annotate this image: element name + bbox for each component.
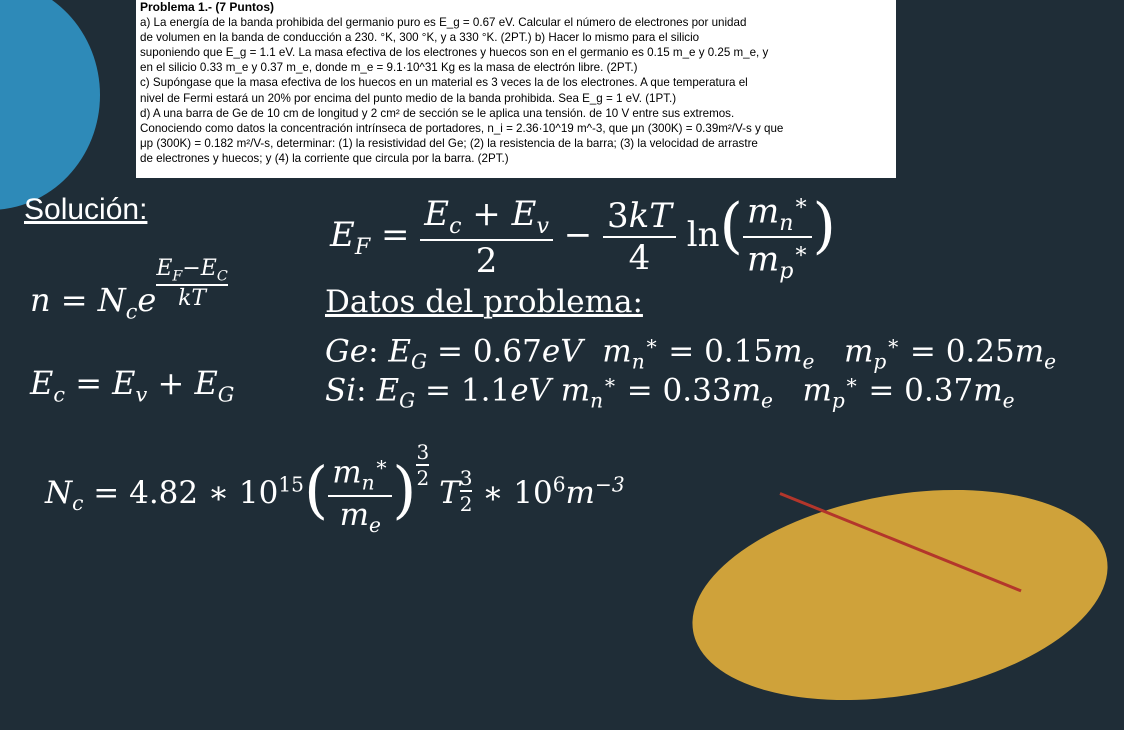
problem-line-6: nivel de Fermi estará un 20% por encima del punto medio de la banda prohibida. Sea E_g = 1 eV. (1PT.) — [140, 91, 677, 105]
problem-line-8: Conociendo como datos la concentración intrínseca de portadores, n_i = 2.36·10^19 m^-3, que μn (300K) = 0.39m²/V-s y que — [140, 121, 784, 135]
problem-line-10: de electrones y huecos; y (4) la corriente que circula por la barra. (2PT.) — [140, 151, 509, 165]
decor-yellow-blob — [676, 460, 1124, 730]
problem-statement — [136, 0, 896, 178]
problem-line-5: c) Supóngase que la masa efectiva de los huecos en un material es 3 veces la de los electrones. A que temperatura el — [140, 76, 748, 90]
problem-line-9: μp (300K) = 0.182 m²/V-s, determinar: (1) la resistividad del Ge; (2) la resistencia de la barra; (3) la velocidad de arrastre — [140, 136, 758, 150]
problem-line-7: d) A una barra de Ge de 10 cm de longitud y 2 cm² de sección se le aplica una tensión. de 10 V entre sus extremos. — [140, 106, 735, 120]
silicon-data: Si: $E_G = 1.1eV$ $m_n^∗ = 0.33m_e$ $m_p^∗ = 0.37m_e$ — [325, 370, 1015, 413]
solution-heading: Solución: — [24, 193, 148, 226]
electron-density-equation: $n = N_ce$ $\frac{E_F-E_C}{kT}$ — [30, 256, 228, 324]
effective-density-equation: $N_c = 4.82$ ∗ $10^{15}$( $\frac{m_n^∗}{m_e}$ ) $\frac{3}{2}$ T $\frac{3}{2}$ ∗ $10^6m^{-3}$ — [45, 440, 625, 537]
germanium-data: Ge: $E_G = 0.67eV$ $m_n^∗ = 0.15m_e$ $m_p^∗ = 0.25m_e$ — [325, 331, 1057, 374]
fermi-level-equation: $E_F$ = $\frac{E_c + E_v}{2}$ − $\frac{3kT}{4}$ ln( $\frac{m_n^∗}{m_p^∗}$ ) — [330, 190, 836, 285]
problem-line-4: en el silicio 0.33 m_e y 0.37 m_e, donde m_e = 9.1·10^31 Kg es la masa de electrón libre. (2PT.) — [140, 61, 638, 75]
decor-blue-blob — [0, 0, 100, 210]
problem-line-1: a) La energía de la banda prohibida del germanio puro es E_g = 0.67 eV. Calcular el número de electrones por unidad — [140, 16, 747, 30]
problem-line-2: de volumen en la banda de conducción a 230. °K, 300 °K, y a 330 °K. (2PT.) b) Hacer lo mismo para el silicio — [140, 31, 700, 45]
problem-line-3: suponiendo que E_g = 1.1 eV. La masa efectiva de los electrones y huecos son en el germanio es 0.15 m_e y 0.25 m_e, y — [140, 46, 769, 60]
problem-data-heading: Datos del problema: — [325, 284, 643, 320]
conduction-band-equation: $E_c = E_v + E_G$ — [30, 364, 235, 407]
problem-title: Problema 1.- (7 Puntos) — [140, 0, 275, 14]
